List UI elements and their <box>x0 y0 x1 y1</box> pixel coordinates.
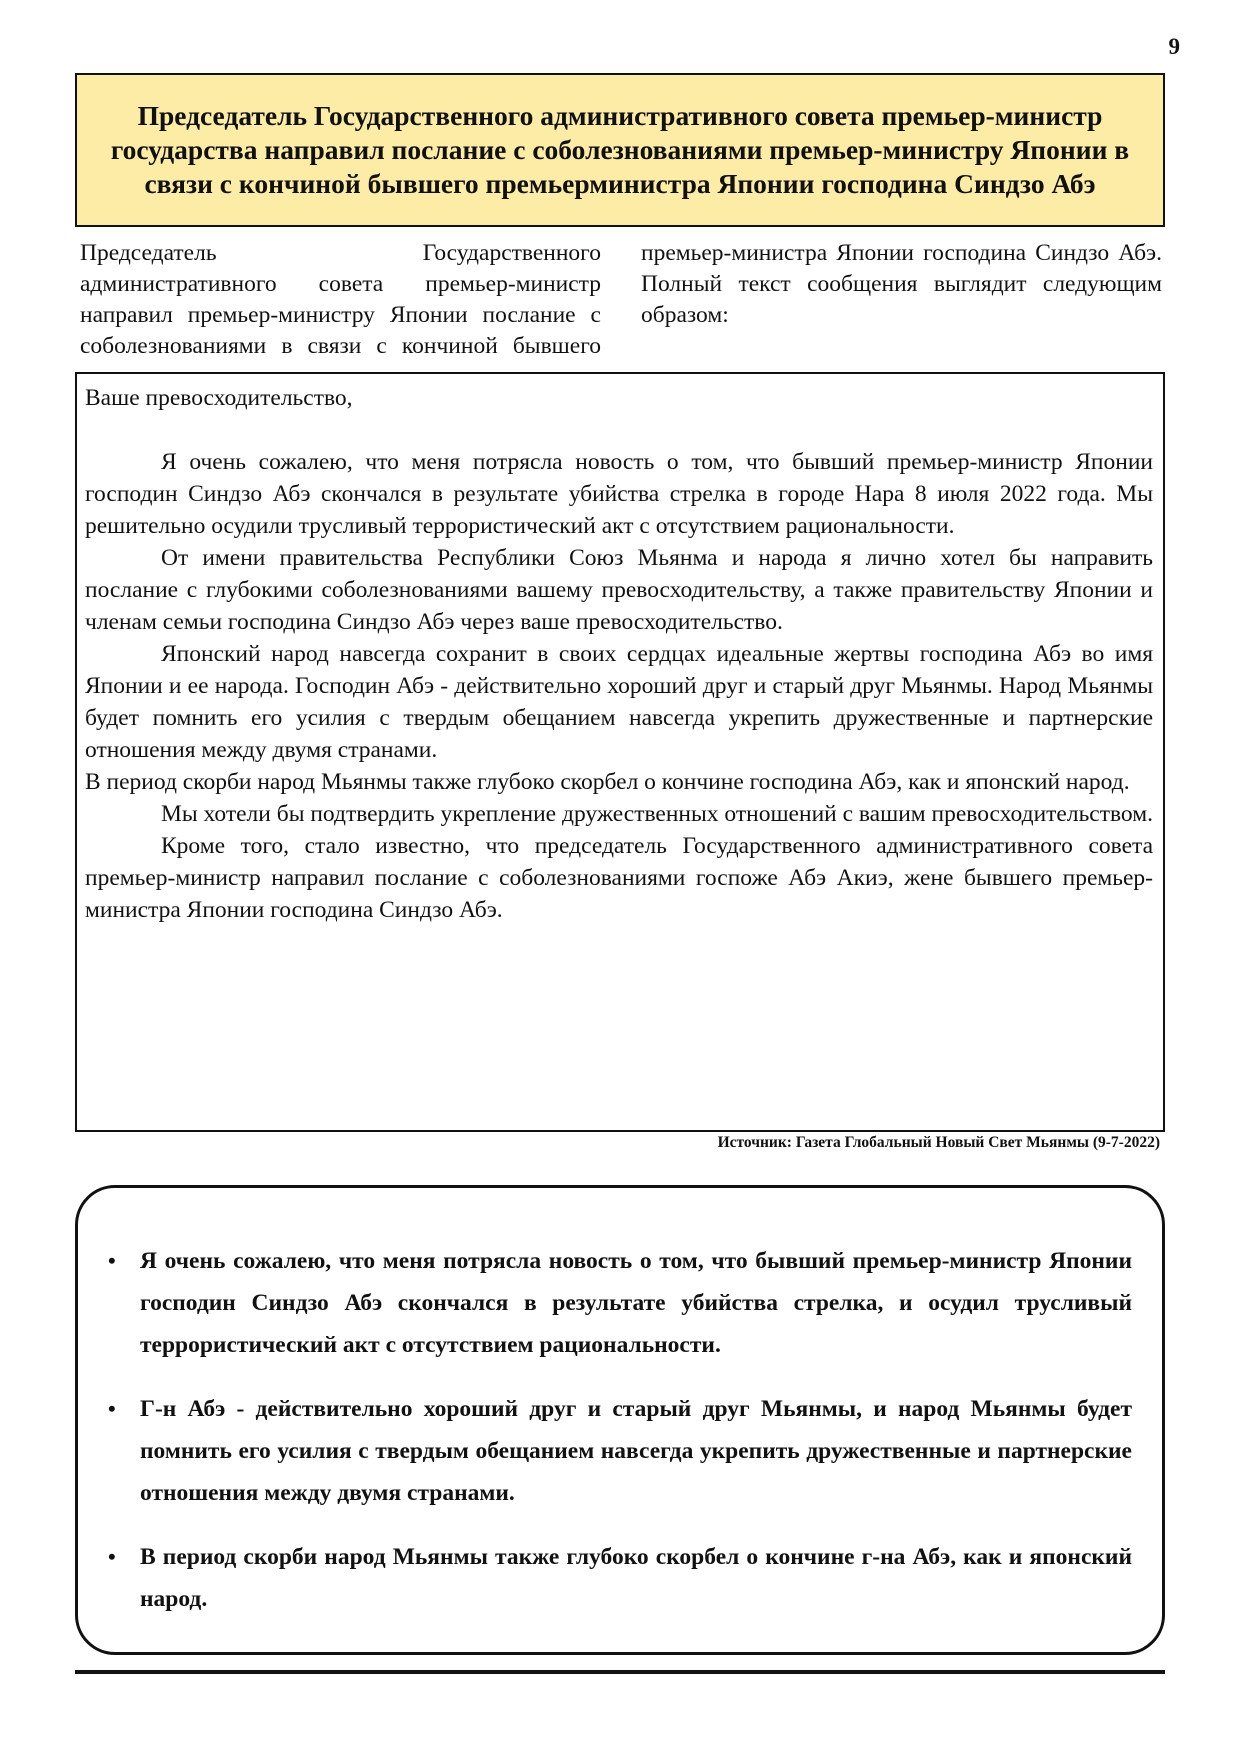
summary-item <box>108 1240 1132 1366</box>
summary-list <box>108 1240 1132 1620</box>
letter-paragraph: Мы хотели бы подтвердить укрепление дружественных отношений с вашим превосходительством. <box>161 801 1153 827</box>
summary-item <box>108 1536 1132 1620</box>
summary-item-text: Я очень сожалею, что меня потрясла новость о том, что бывший премьер-министр Японии господин Синдзо Абэ скончался в результате убийства стрелка, и осудил трусливый террористический акт с отсутствием рациональности. <box>140 1248 1132 1358</box>
letter-paragraph: От имени правительства Республики Союз Мьянма и народа я лично хотел бы направить послание с глубокими соболезнованиями вашему превосходительству, а также правительству Японии и членам семьи господина Синдзо Абэ через ваше превосходительство. <box>85 545 1153 635</box>
letter-box <box>75 372 1165 1132</box>
intro-text: Председатель Государственного административного совета премьер-министр направил премьер-министру Японии послание с соболезнованиями в связи с кончиной бывшего премьер-министра Японии господина Синдзо Абэ. Полный текст сообщения выглядит следующим образом: <box>80 240 1162 359</box>
bottom-rule <box>75 1670 1165 1674</box>
article-title: Председатель Государственного административного совета премьер-министр государства направил послание с соболезнованиями премьер-министру Японии в связи с кончиной бывшего премьерминистра Японии господина Синдзо Абэ <box>110 100 1130 199</box>
letter-paragraph: Японский народ навсегда сохранит в своих сердцах идеальные жертвы господина Абэ во имя Японии и ее народа. Господин Абэ - действительно хороший друг и старый друг Мьянмы. Народ Мьянмы будет помнить его усилия с твердым обещанием навсегда укрепить дружественные и партнерские отношения между двумя странами. <box>85 641 1153 763</box>
bullet-icon: • <box>108 1396 116 1421</box>
page-number: 9 <box>1168 34 1180 59</box>
intro-paragraph <box>80 238 1162 362</box>
summary-item-text: В период скорби народ Мьянмы также глубоко скорбел о кончине г-на Абэ, как и японский народ. <box>140 1544 1132 1612</box>
letter-paragraph: В период скорби народ Мьянмы также глубоко скорбел о кончине господина Абэ, как и японский народ. <box>85 769 1130 795</box>
source-citation: Источник: Газета Глобальный Новый Свет Мьянмы (9-7-2022) <box>717 1134 1160 1151</box>
article-title-box <box>75 73 1165 227</box>
summary-box <box>75 1185 1165 1655</box>
letter-paragraph: Кроме того, стало известно, что председатель Государственного административного совета премьер-министр направил послание с соболезнованиями госпоже Абэ Акиэ, жене бывшего премьер-министра Японии господина Синдзо Абэ. <box>85 833 1153 923</box>
bullet-icon: • <box>108 1248 116 1273</box>
summary-item <box>108 1388 1132 1514</box>
letter-greeting: Ваше превосходительство, <box>85 385 353 411</box>
summary-item-text: Г-н Абэ - действительно хороший друг и старый друг Мьянмы, и народ Мьянмы будет помнить его усилия с твердым обещанием навсегда укрепить дружественные и партнерские отношения между двумя странами. <box>140 1396 1132 1506</box>
letter-paragraph: Я очень сожалею, что меня потрясла новость о том, что бывший премьер-министр Японии господин Синдзо Абэ скончался в результате убийства стрелка в городе Нара 8 июля 2022 года. Мы решительно осудили трусливый террористический акт с отсутствием рациональности. <box>85 449 1153 539</box>
bullet-icon: • <box>108 1544 116 1569</box>
